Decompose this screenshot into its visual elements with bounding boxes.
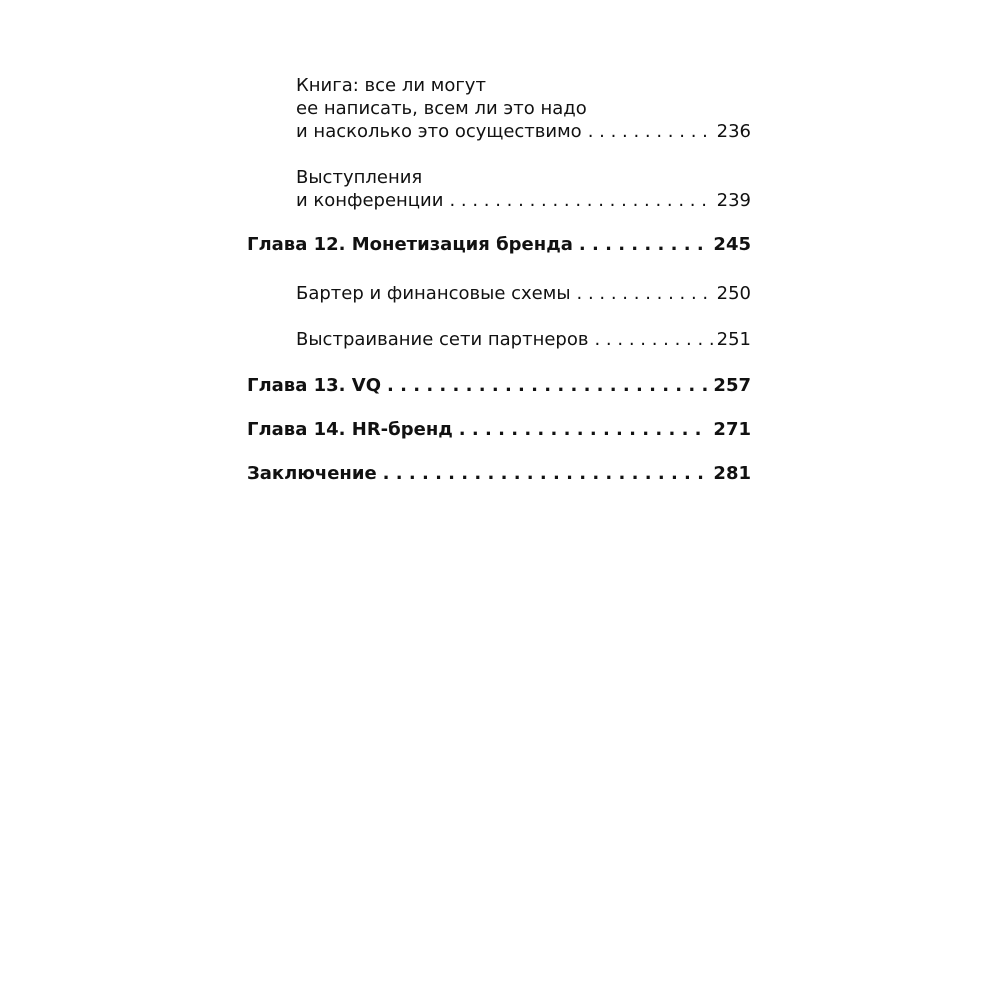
toc-conclusion: [247, 462, 751, 485]
spacer: [247, 143, 751, 166]
toc-entry-row: [296, 189, 751, 212]
spacer: [247, 397, 751, 418]
toc-page-number: 257: [713, 375, 751, 396]
toc-entry-barter: [296, 282, 751, 305]
toc-entry-book: [296, 74, 751, 143]
toc-entry-row: [247, 462, 751, 485]
toc-entry-title: Выстраивание сети партнеров: [296, 329, 589, 350]
spacer: [247, 256, 751, 282]
dot-leader: [579, 233, 710, 256]
toc-chapter-title: Глава 13. VQ: [247, 375, 381, 396]
dot-leader: [449, 189, 712, 212]
toc-entry-row: [296, 120, 751, 143]
toc-page-number: 236: [716, 121, 751, 142]
toc-entry-row: [296, 328, 751, 351]
toc-chapter-12: [247, 233, 751, 256]
toc-entry-row: [296, 282, 751, 305]
spacer: [247, 351, 751, 374]
toc-chapter-14: [247, 418, 751, 441]
toc-page-number: 271: [713, 419, 751, 440]
toc-page-number: 251: [716, 329, 751, 350]
dot-leader: [594, 328, 712, 351]
toc-page-number: 281: [713, 463, 751, 484]
toc-chapter-13: [247, 374, 751, 397]
toc-entry-row: [247, 233, 751, 256]
dot-leader: [387, 374, 709, 397]
toc-entry-title-line: Книга: все ли могут: [296, 75, 486, 96]
toc-page-number: 245: [713, 234, 751, 255]
table-of-contents: [247, 74, 751, 485]
toc-entry-title-line: Выступления: [296, 167, 423, 188]
toc-page-number: 250: [716, 283, 751, 304]
dot-leader: [577, 282, 713, 305]
toc-entry-row: [247, 374, 751, 397]
toc-entry-title: и насколько это осуществимо: [296, 121, 582, 142]
spacer: [247, 441, 751, 462]
toc-entry-row: [247, 418, 751, 441]
spacer: [247, 305, 751, 328]
dot-leader: [588, 120, 713, 143]
dot-leader: [383, 462, 710, 485]
toc-entry-title: и конференции: [296, 190, 444, 211]
toc-entry-title-line: ее написать, всем ли это надо: [296, 98, 587, 119]
toc-chapter-title: Глава 14. HR-бренд: [247, 419, 453, 440]
toc-entry-partners: [296, 328, 751, 351]
toc-page-number: 239: [716, 190, 751, 211]
spacer: [247, 212, 751, 233]
toc-chapter-title: Глава 12. Монетизация бренда: [247, 234, 573, 255]
toc-chapter-title: Заключение: [247, 463, 377, 484]
toc-entry-title: Бартер и финансовые схемы: [296, 283, 571, 304]
toc-entry-conferences: [296, 166, 751, 212]
dot-leader: [459, 418, 710, 441]
